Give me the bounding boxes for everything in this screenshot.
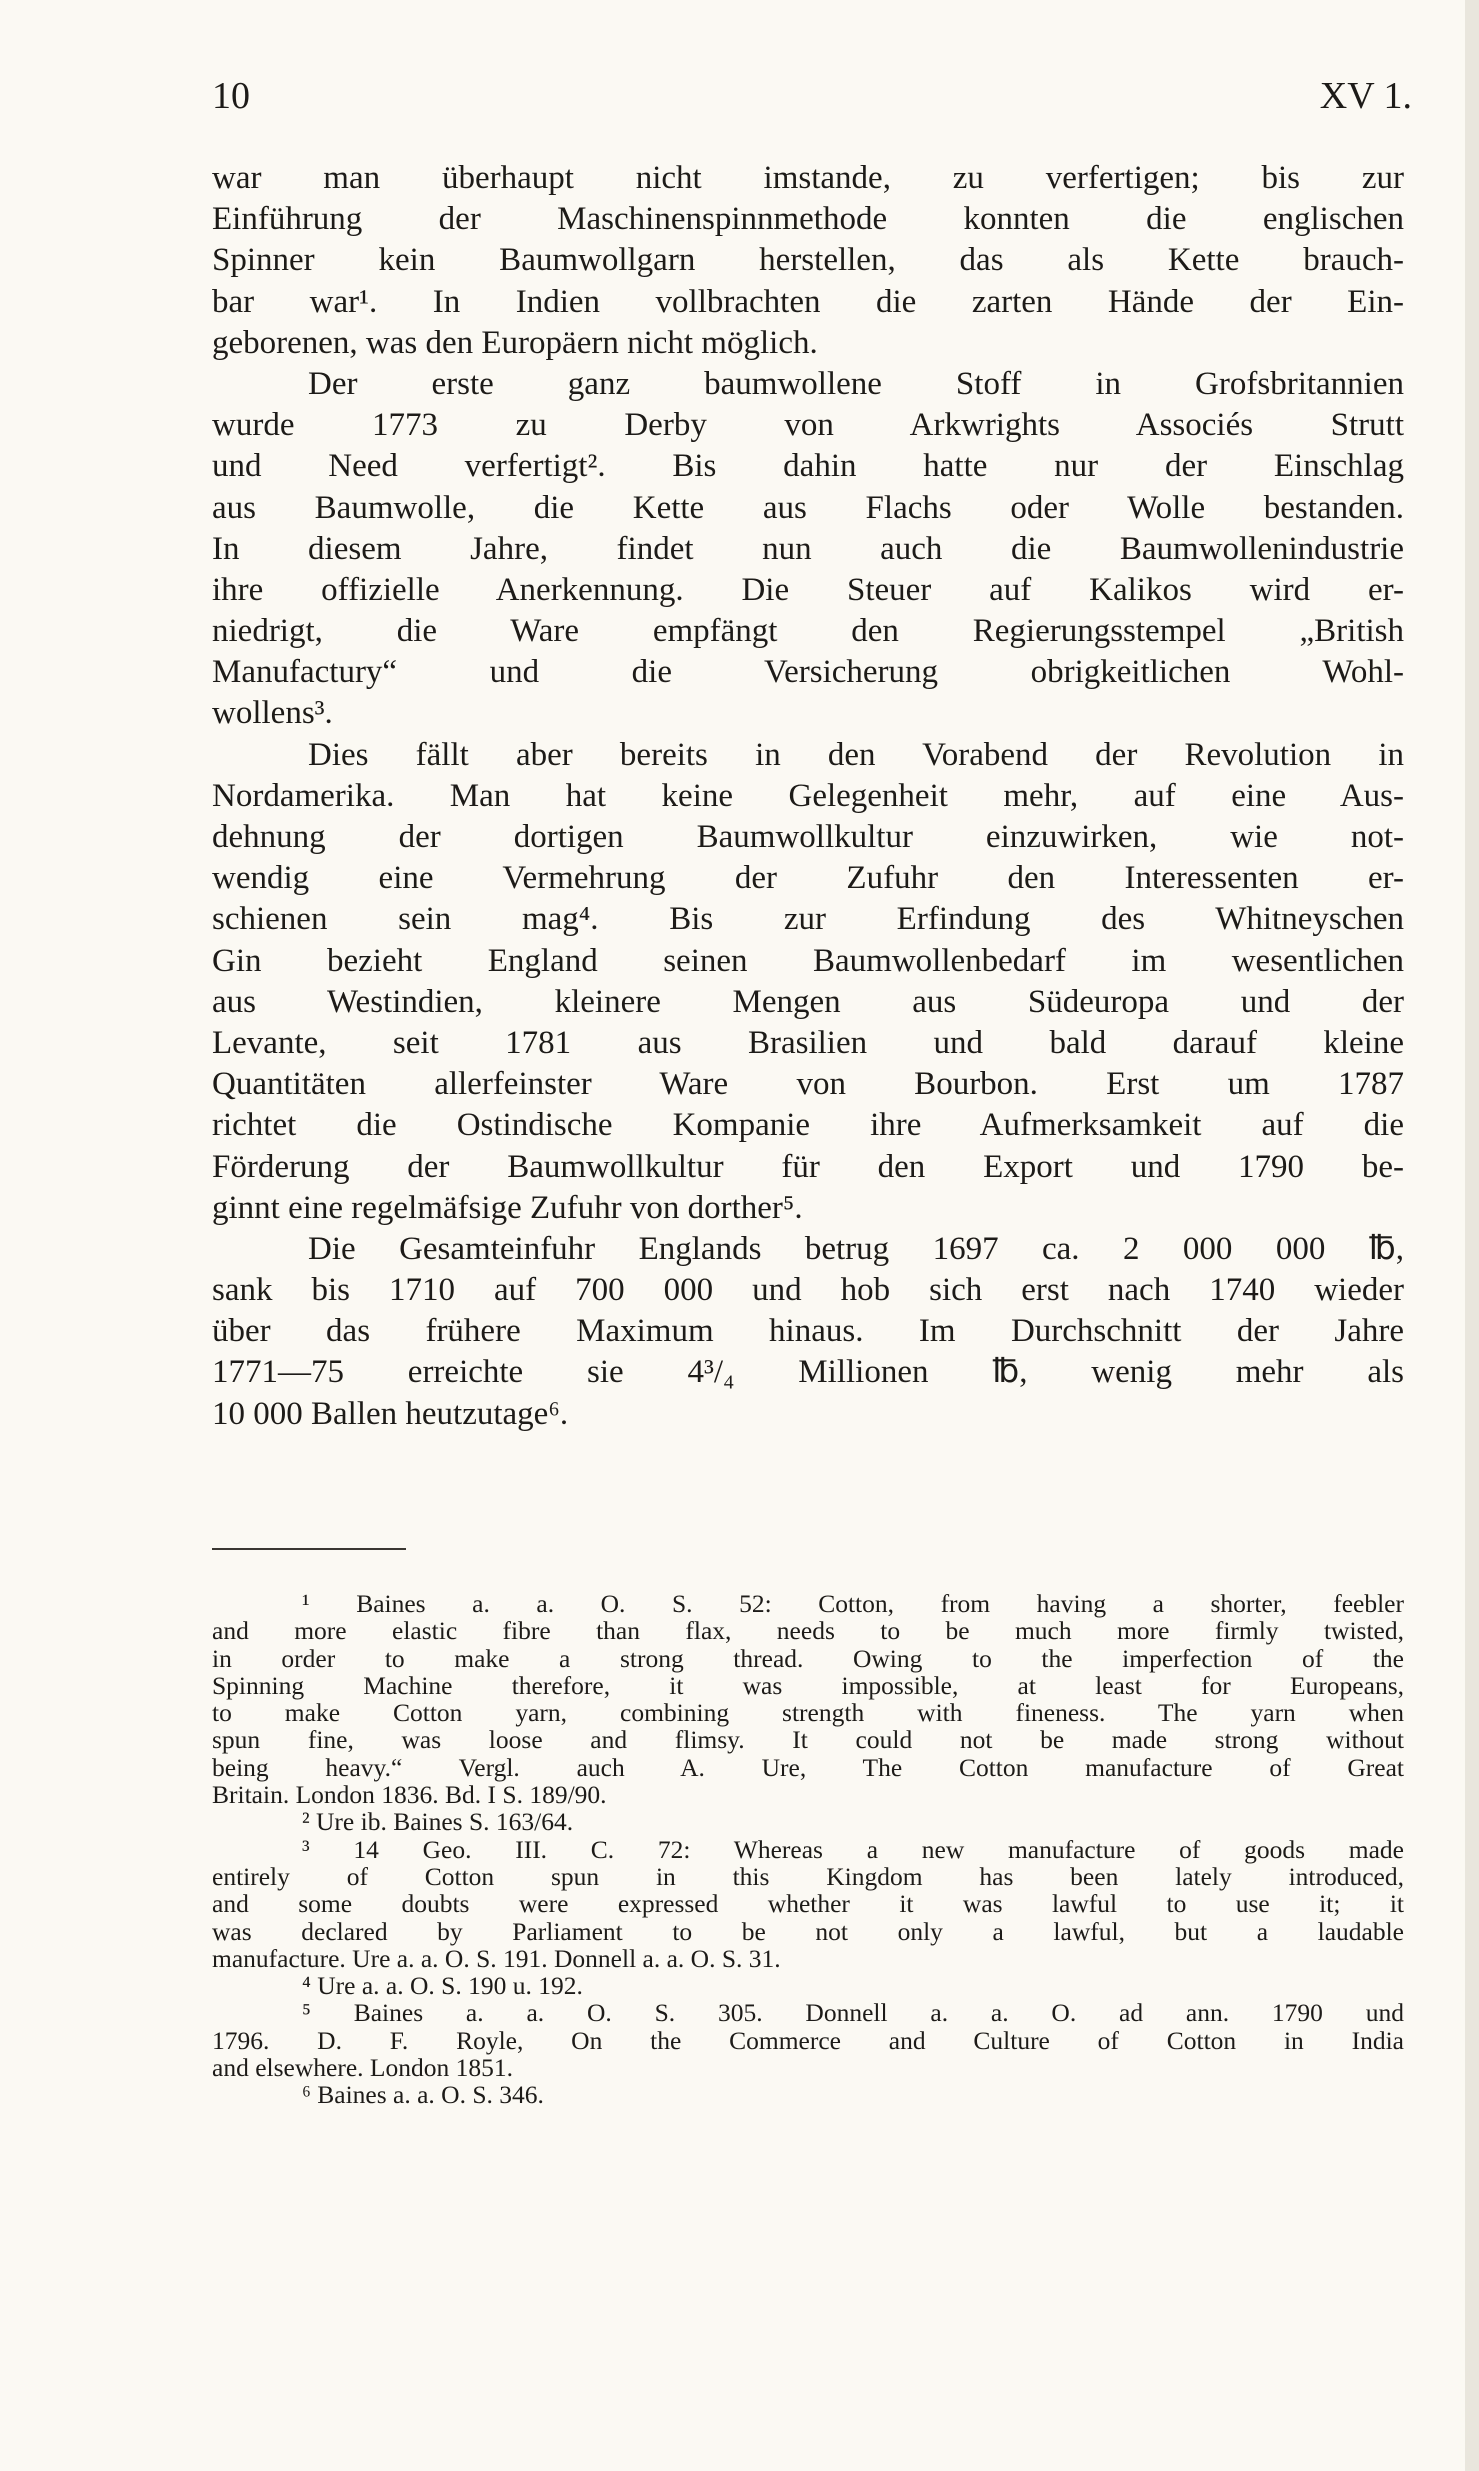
text-line: wurde 1773 zu Derby von Arkwrights Associés Strutt (212, 407, 1404, 444)
text-line: sank bis 1710 auf 700 000 und hob sich erst nach 1740 wieder (212, 1272, 1404, 1309)
footnote-line: ² Ure ib. Baines S. 163/64. (302, 1807, 574, 1837)
text-line: In diesem Jahre, findet nun auch die Baumwollenindustrie (212, 530, 1404, 567)
text-line: Spinner kein Baumwollgarn herstellen, das als Kette brauch- (212, 242, 1404, 279)
text-line: Levante, seit 1781 aus Brasilien und bald darauf kleine (212, 1024, 1404, 1061)
text-line: Manufactury“ und die Versicherung obrigkeitlichen Wohl- (212, 654, 1404, 691)
main-text (212, 158, 1404, 1435)
text-line: richtet die Ostindische Kompanie ihre Aufmerksamkeit auf die (212, 1107, 1404, 1144)
footnote-line: and some doubts were expressed whether it was lawful to use it; it (212, 1889, 1404, 1919)
footnote-line: and elsewhere. London 1851. (212, 2053, 513, 2083)
text-line: niedrigt, die Ware empfängt den Regierungsstempel „British (212, 613, 1404, 650)
footnote-line: ³ 14 Geo. III. C. 72: Whereas a new manufacture of goods made (302, 1834, 1404, 1864)
text-line: und Need verfertigt². Bis dahin hatte nur der Einschlag (212, 448, 1404, 485)
text-line: Nordamerika. Man hat keine Gelegenheit mehr, auf eine Aus- (212, 777, 1404, 814)
text-line: Quantitäten allerfeinster Ware von Bourbon. Erst um 1787 (212, 1066, 1404, 1103)
footnote-line: ⁴ Ure a. a. O. S. 190 u. 192. (302, 1971, 583, 2001)
footnote-line: 1796. D. F. Royle, On the Commerce and Culture of Cotton in India (212, 2025, 1404, 2055)
section-signature: XV 1. (1319, 75, 1412, 117)
text-line: Förderung der Baumwollkultur für den Export und 1790 be- (212, 1148, 1404, 1185)
text-line: 10 000 Ballen heutzutage⁶. (212, 1395, 569, 1432)
footnote-line: in order to make a strong thread. Owing to the imperfection of the (212, 1643, 1404, 1673)
footnote-line: Spinning Machine therefore, it was impossible, at least for Europeans, (212, 1670, 1404, 1700)
text-line: wollens³. (212, 695, 333, 732)
text-line: Die Gesamteinfuhr Englands betrug 1697 ca. 2 000 000 ℔, (308, 1230, 1404, 1267)
page-number: 10 (212, 75, 250, 117)
text-line: aus Baumwolle, die Kette aus Flachs oder Wolle bestanden. (212, 489, 1404, 526)
footnote-separator (212, 1548, 406, 1550)
footnote-line: ⁵ Baines a. a. O. S. 305. Donnell a. a. O. ad ann. 1790 und (302, 1998, 1404, 2028)
footnote-line: to make Cotton yarn, combining strength with fineness. The yarn when (212, 1698, 1404, 1728)
footnotes (212, 1590, 1404, 2109)
text-line: wendig eine Vermehrung der Zufuhr den Interessenten er- (212, 860, 1404, 897)
footnote-line: Britain. London 1836. Bd. I S. 189/90. (212, 1780, 607, 1810)
footnote-line: was declared by Parliament to be not only a lawful, but a laudable (212, 1916, 1404, 1946)
running-header (212, 74, 1412, 130)
text-line: bar war¹. In Indien vollbrachten die zarten Hände der Ein- (212, 283, 1404, 320)
footnote-line: entirely of Cotton spun in this Kingdom has been lately introduced, (212, 1861, 1404, 1891)
text-line: ginnt eine regelmäfsige Zufuhr von dorther⁵. (212, 1189, 803, 1226)
text-line: schienen sein mag⁴. Bis zur Erfindung des Whitneyschen (212, 901, 1404, 938)
page-edge-shadow (1465, 0, 1479, 2471)
text-line: geborenen, was den Europäern nicht möglich. (212, 324, 818, 361)
text-line: Einführung der Maschinenspinnmethode konnten die englischen (212, 201, 1404, 238)
text-line: dehnung der dortigen Baumwollkultur einzuwirken, wie not- (212, 819, 1404, 855)
text-line: aus Westindien, kleinere Mengen aus Südeuropa und der (212, 983, 1404, 1020)
text-line: Gin bezieht England seinen Baumwollenbedarf im wesentlichen (212, 942, 1404, 979)
text-line: 1771—75 erreichte sie 4³/₄ Millionen ℔, wenig mehr als (212, 1354, 1404, 1391)
footnote-line: and more elastic fibre than flax, needs to be much more firmly twisted, (212, 1616, 1404, 1646)
text-line: über das frühere Maximum hinaus. Im Durchschnitt der Jahre (212, 1313, 1404, 1350)
footnote-line: manufacture. Ure a. a. O. S. 191. Donnell a. a. O. S. 31. (212, 1943, 781, 1973)
text-line: Der erste ganz baumwollene Stoff in Grofsbritannien (308, 365, 1404, 402)
footnote-line: being heavy.“ Vergl. auch A. Ure, The Cotton manufacture of Great (212, 1752, 1404, 1782)
footnote-line: spun fine, was loose and flimsy. It could not be made strong without (212, 1725, 1404, 1755)
footnote-line: ¹ Baines a. a. O. S. 52: Cotton, from having a shorter, feebler (302, 1589, 1404, 1618)
text-line: ihre offizielle Anerkennung. Die Steuer auf Kalikos wird er- (212, 571, 1404, 608)
footnote-line: ⁶ Baines a. a. O. S. 346. (302, 2080, 544, 2110)
text-line: war man überhaupt nicht imstande, zu verfertigen; bis zur (212, 160, 1404, 196)
text-line: Dies fällt aber bereits in den Vorabend der Revolution in (308, 736, 1404, 773)
